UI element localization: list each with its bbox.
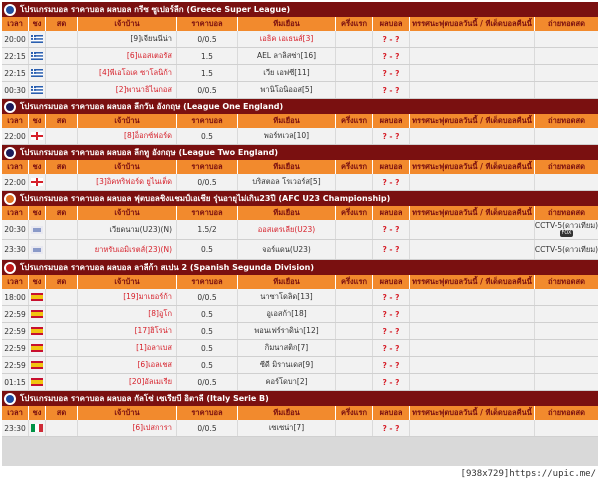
spain-flag-icon [31, 361, 43, 369]
full-time-result[interactable]: ? - ? [373, 220, 410, 239]
half-time-score [336, 31, 373, 47]
england-flag-icon [31, 178, 43, 186]
column-header-away: ทีมเยือน [238, 275, 336, 289]
league-flag-cell [29, 31, 46, 47]
away-team[interactable]: AEL ลาลิสซ่า[16] [238, 48, 336, 64]
odds-value: 0.5 [177, 240, 238, 259]
league-logo-icon [4, 393, 16, 405]
kickoff-time: 23:30 [2, 240, 29, 259]
column-header-odds: ราคาบอล [177, 406, 238, 420]
prediction-link[interactable] [410, 420, 535, 436]
column-header-time: เวลา [2, 275, 29, 289]
away-team[interactable]: เอธิค เอเธนส์[3] [238, 31, 336, 47]
match-row[interactable] [2, 48, 598, 65]
spain-flag-icon [31, 327, 43, 335]
league-flag-cell [29, 340, 46, 356]
column-header-league: ชง [29, 275, 46, 289]
league-flag-cell [29, 357, 46, 373]
live-cell[interactable] [46, 374, 78, 390]
column-header-tv: ถ่ายทอดสด [548, 277, 585, 286]
fox-sports-logo: FOX [561, 230, 572, 236]
column-header-row [2, 406, 598, 420]
column-header-half: ครึ่งแรก [336, 114, 373, 128]
spain-flag-icon [31, 378, 43, 386]
column-header-tv: ถ่ายทอดสด [548, 162, 585, 171]
away-team[interactable]: ออสเตรเลีย(U23) [238, 220, 336, 239]
column-header-live: สด [46, 406, 78, 420]
column-header-result: ผลบอล [373, 206, 410, 220]
tv-channel [535, 82, 598, 98]
tv-channel [535, 306, 598, 322]
away-team[interactable]: เวีย เอฟซี[11] [238, 65, 336, 81]
column-header-predict: ทรรศนะฟุตบอลวันนี้ / ทีเด็ดบอลคืนนี้ [410, 406, 535, 420]
column-header-result: ผลบอล [373, 406, 410, 420]
column-header-time: เวลา [2, 17, 29, 31]
league-flag-cell [29, 82, 46, 98]
kickoff-time: 22:00 [2, 128, 29, 144]
half-time-score [336, 357, 373, 373]
column-header-away: ทีมเยือน [238, 160, 336, 174]
column-header-result: ผลบอล [373, 114, 410, 128]
half-time-score [336, 220, 373, 239]
column-header-row [2, 114, 598, 128]
odds-value: 0.5 [177, 306, 238, 322]
kickoff-time: 23:30 [2, 420, 29, 436]
full-time-result[interactable]: ? - ? [373, 174, 410, 190]
column-header-time: เวลา [2, 406, 29, 420]
tv-channel [535, 65, 598, 81]
column-header-league: ชง [29, 114, 46, 128]
column-header-away: ทีมเยือน [238, 17, 336, 31]
half-time-score [336, 323, 373, 339]
tv-channel [535, 128, 598, 144]
column-header-live: สด [46, 160, 78, 174]
tv-channel [535, 48, 598, 64]
column-header-predict: ทรรศนะฟุตบอลวันนี้ / ทีเด็ดบอลคืนนี้ [410, 17, 535, 31]
away-team[interactable]: บริสตอล โรเวอร์ส[5] [238, 174, 336, 190]
league-flag-cell [29, 374, 46, 390]
kickoff-time: 20:30 [2, 220, 29, 239]
odds-value: 0.5 [177, 340, 238, 356]
column-header-row [2, 17, 598, 31]
league-title-bar [2, 2, 598, 17]
odds-value: 0.5 [177, 323, 238, 339]
live-cell[interactable] [46, 174, 78, 190]
prediction-link[interactable] [410, 306, 535, 322]
kickoff-time: 22:59 [2, 323, 29, 339]
half-time-score [336, 306, 373, 322]
kickoff-time: 22:15 [2, 65, 29, 81]
league-flag-cell [29, 220, 46, 239]
away-team[interactable]: อูเอสก้า[18] [238, 306, 336, 322]
column-header-live: สด [46, 275, 78, 289]
match-row[interactable] [2, 374, 598, 391]
column-header-away: ทีมเยือน [238, 406, 336, 420]
away-team[interactable]: พานิโอนิออส[5] [238, 82, 336, 98]
full-time-result[interactable]: ? - ? [373, 65, 410, 81]
live-cell[interactable] [46, 420, 78, 436]
kickoff-time: 22:59 [2, 357, 29, 373]
match-row[interactable] [2, 128, 598, 145]
prediction-link[interactable] [410, 323, 535, 339]
match-schedule-table [2, 2, 598, 466]
league-title[interactable]: โปรแกรมบอล ราคาบอล ผลบอล ลีกวัน อังกฤษ (League One England) [20, 102, 284, 111]
column-header-row [2, 275, 598, 289]
column-header-away: ทีมเยือน [238, 114, 336, 128]
column-header-home: เจ้าบ้าน [78, 114, 177, 128]
full-time-result[interactable]: ? - ? [373, 306, 410, 322]
home-team[interactable]: [2]พานาธิไนกอส [78, 82, 177, 98]
away-team[interactable]: นาซาโดลิด[13] [238, 289, 336, 305]
league-flag-cell [29, 420, 46, 436]
odds-value: 0.5 [177, 357, 238, 373]
tv-channel [535, 357, 598, 373]
league-badge-icon [6, 149, 14, 157]
column-header-home: เจ้าบ้าน [78, 206, 177, 220]
prediction-link[interactable] [410, 220, 535, 239]
league-badge-icon [6, 103, 14, 111]
match-row[interactable] [2, 240, 598, 260]
image-size-watermark: [938x729]https://upic.me/ [460, 469, 596, 479]
live-cell[interactable] [46, 220, 78, 239]
column-header-away: ทีมเยือน [238, 206, 336, 220]
league-title[interactable]: โปรแกรมบอล ราคาบอล ผลบอล กรีซ ซูเปอร์ลีก (Greece Super League) [20, 5, 291, 14]
away-team[interactable]: เซเซน่า[7] [238, 420, 336, 436]
league-flag-cell [29, 48, 46, 64]
prediction-link[interactable] [410, 357, 535, 373]
column-header-result: ผลบอล [373, 160, 410, 174]
afc-flag-icon [31, 246, 43, 254]
league-title-bar [2, 191, 598, 206]
full-time-result[interactable]: ? - ? [373, 31, 410, 47]
prediction-link[interactable] [410, 128, 535, 144]
league-title-bar [2, 145, 598, 160]
league-title[interactable]: โปรแกรมบอล ราคาบอล ผลบอล ฟุตบอลชิงแชมป์เอเชีย รุ่นอายุไม่เกิน23ปี (AFC U23 Championship) [20, 194, 391, 203]
tv-channel-name: CCTV-5(ดาวเทียม) [535, 245, 598, 254]
column-header-tv: ถ่ายทอดสด [548, 116, 585, 125]
home-team[interactable]: [3]อิคทริฟอร์ด ยูไนเต็ด [78, 174, 177, 190]
league-logo-icon [4, 147, 16, 159]
column-header-time: เวลา [2, 206, 29, 220]
full-time-result[interactable]: ? - ? [373, 340, 410, 356]
home-team[interactable]: [8]อูโก [78, 306, 177, 322]
live-cell[interactable] [46, 128, 78, 144]
league-title-bar [2, 99, 598, 114]
full-time-result[interactable]: ? - ? [373, 128, 410, 144]
column-header-odds: ราคาบอล [177, 17, 238, 31]
live-cell[interactable] [46, 240, 78, 259]
kickoff-time: 01:15 [2, 374, 29, 390]
column-header-predict: ทรรศนะฟุตบอลวันนี้ / ทีเด็ดบอลคืนนี้ [410, 275, 535, 289]
league-logo-icon [4, 193, 16, 205]
live-cell[interactable] [46, 357, 78, 373]
odds-value: 0/0.5 [177, 82, 238, 98]
column-header-half: ครึ่งแรก [336, 17, 373, 31]
match-row[interactable] [2, 340, 598, 357]
league-flag-cell [29, 240, 46, 259]
tv-channel-name: CCTV-5(ดาวเทียม) [535, 221, 598, 230]
tv-channel [535, 31, 598, 47]
column-header-result: ผลบอล [373, 275, 410, 289]
column-header-odds: ราคาบอล [177, 275, 238, 289]
odds-value: 1.5 [177, 48, 238, 64]
league-flag-cell [29, 65, 46, 81]
prediction-link[interactable] [410, 240, 535, 259]
prediction-link[interactable] [410, 174, 535, 190]
full-time-result[interactable]: ? - ? [373, 323, 410, 339]
greece-flag-icon [31, 52, 43, 60]
home-team[interactable]: [6]เปสการา [78, 420, 177, 436]
column-header-league: ชง [29, 160, 46, 174]
half-time-score [336, 48, 373, 64]
full-time-result[interactable]: ? - ? [373, 420, 410, 436]
column-header-home: เจ้าบ้าน [78, 275, 177, 289]
column-header-result: ผลบอล [373, 17, 410, 31]
league-logo-icon [4, 101, 16, 113]
prediction-link[interactable] [410, 374, 535, 390]
column-header-predict: ทรรศนะฟุตบอลวันนี้ / ทีเด็ดบอลคืนนี้ [410, 160, 535, 174]
league-badge-icon [6, 264, 14, 272]
full-time-result[interactable]: ? - ? [373, 357, 410, 373]
prediction-link[interactable] [410, 48, 535, 64]
league-title[interactable]: โปรแกรมบอล ราคาบอล ผลบอล ลีกทู อังกฤษ (League Two England) [20, 148, 279, 157]
spain-flag-icon [31, 344, 43, 352]
league-logo-icon [4, 4, 16, 16]
league-badge-icon [6, 395, 14, 403]
match-row[interactable] [2, 420, 598, 437]
away-team[interactable]: จอร์แดน(U23) [238, 240, 336, 259]
greece-flag-icon [31, 35, 43, 43]
column-header-league: ชง [29, 17, 46, 31]
league-title-bar [2, 260, 598, 275]
odds-value: 0/0.5 [177, 374, 238, 390]
league-logo-icon [4, 262, 16, 274]
greece-flag-icon [31, 69, 43, 77]
away-team[interactable]: พอนเฟร์ราดิน่า[12] [238, 323, 336, 339]
column-header-home: เจ้าบ้าน [78, 406, 177, 420]
home-team[interactable]: [6]แอสเตอรัส [78, 48, 177, 64]
column-header-live: สด [46, 17, 78, 31]
half-time-score [336, 128, 373, 144]
kickoff-time: 22:59 [2, 340, 29, 356]
column-header-tv: ถ่ายทอดสด [548, 19, 585, 28]
home-team[interactable]: [1]อลาเบส [78, 340, 177, 356]
kickoff-time: 22:00 [2, 174, 29, 190]
live-cell[interactable] [46, 48, 78, 64]
match-row[interactable] [2, 65, 598, 82]
column-header-time: เวลา [2, 114, 29, 128]
kickoff-time: 22:15 [2, 48, 29, 64]
match-row[interactable] [2, 220, 598, 240]
half-time-score [336, 240, 373, 259]
live-cell[interactable] [46, 306, 78, 322]
kickoff-time: 00:30 [2, 82, 29, 98]
match-row[interactable] [2, 306, 598, 323]
league-flag-cell [29, 323, 46, 339]
column-header-half: ครึ่งแรก [336, 160, 373, 174]
home-team[interactable]: [6]เอลเชส [78, 357, 177, 373]
live-cell[interactable] [46, 340, 78, 356]
away-team[interactable]: กิมนาสติก[7] [238, 340, 336, 356]
column-header-half: ครึ่งแรก [336, 275, 373, 289]
column-header-half: ครึ่งแรก [336, 406, 373, 420]
home-team[interactable]: ยาหรับเอมิเรตส์(23)(N) [78, 240, 177, 259]
kickoff-time: 20:00 [2, 31, 29, 47]
afc-flag-icon [31, 226, 43, 234]
column-header-odds: ราคาบอล [177, 206, 238, 220]
league-flag-cell [29, 289, 46, 305]
live-cell[interactable] [46, 82, 78, 98]
prediction-link[interactable] [410, 65, 535, 81]
tv-channel [535, 323, 598, 339]
league-badge-icon [6, 6, 14, 14]
home-team[interactable]: [8]อ็อกซ์ฟอร์ด [78, 128, 177, 144]
full-time-result[interactable]: ? - ? [373, 48, 410, 64]
tv-channel [535, 174, 598, 190]
column-header-league: ชง [29, 206, 46, 220]
odds-value: 1.5/2 [177, 220, 238, 239]
column-header-live: สด [46, 206, 78, 220]
column-header-predict: ทรรศนะฟุตบอลวันนี้ / ทีเด็ดบอลคืนนี้ [410, 206, 535, 220]
live-cell[interactable] [46, 323, 78, 339]
away-team[interactable]: ซีดี มิรานเดส[9] [238, 357, 336, 373]
tv-channel [535, 420, 598, 436]
column-header-home: เจ้าบ้าน [78, 17, 177, 31]
league-flag-cell [29, 128, 46, 144]
match-row[interactable] [2, 174, 598, 191]
half-time-score [336, 65, 373, 81]
away-team[interactable]: พอร์ทเวล[10] [238, 128, 336, 144]
england-flag-icon [31, 132, 43, 140]
home-team[interactable]: [4]พีเอโอเค ซาโลนิก้า [78, 65, 177, 81]
league-flag-cell [29, 306, 46, 322]
prediction-link[interactable] [410, 340, 535, 356]
full-time-result[interactable]: ? - ? [373, 240, 410, 259]
half-time-score [336, 174, 373, 190]
odds-value: 0/0.5 [177, 289, 238, 305]
away-team[interactable]: คอร์โดบา[2] [238, 374, 336, 390]
column-header-home: เจ้าบ้าน [78, 160, 177, 174]
prediction-link[interactable] [410, 31, 535, 47]
prediction-link[interactable] [410, 289, 535, 305]
match-row[interactable] [2, 289, 598, 306]
prediction-link[interactable] [410, 82, 535, 98]
home-team[interactable]: [20]อัลเมเรีย [78, 374, 177, 390]
live-cell[interactable] [46, 289, 78, 305]
column-header-live: สด [46, 114, 78, 128]
column-header-odds: ราคาบอล [177, 160, 238, 174]
live-cell[interactable] [46, 31, 78, 47]
tv-channel [535, 374, 598, 390]
full-time-result[interactable]: ? - ? [373, 374, 410, 390]
tv-channel [535, 220, 598, 239]
column-header-league: ชง [29, 406, 46, 420]
column-header-tv: ถ่ายทอดสด [548, 208, 585, 217]
spain-flag-icon [31, 310, 43, 318]
home-team[interactable]: [17]ฮิโรน่า [78, 323, 177, 339]
column-header-row [2, 160, 598, 174]
greece-flag-icon [31, 86, 43, 94]
kickoff-time: 22:59 [2, 306, 29, 322]
half-time-score [336, 289, 373, 305]
half-time-score [336, 82, 373, 98]
odds-value: 0/0.5 [177, 420, 238, 436]
match-row[interactable] [2, 82, 598, 99]
spain-flag-icon [31, 293, 43, 301]
column-header-predict: ทรรศนะฟุตบอลวันนี้ / ทีเด็ดบอลคืนนี้ [410, 114, 535, 128]
half-time-score [336, 374, 373, 390]
odds-value: 0.5 [177, 128, 238, 144]
odds-value: 0/0.5 [177, 31, 238, 47]
home-team[interactable]: เวียดนาม(U23)(N) [78, 220, 177, 239]
column-header-half: ครึ่งแรก [336, 206, 373, 220]
home-team[interactable]: [19]มาเยอร์ก้า [78, 289, 177, 305]
league-title[interactable]: โปรแกรมบอล ราคาบอล ผลบอล ลาลีก้า สเปน 2 (Spanish Segunda Division) [20, 263, 315, 272]
column-header-tv: ถ่ายทอดสด [548, 408, 585, 417]
home-team[interactable]: [9]เจียนนีน่า [78, 31, 177, 47]
column-header-odds: ราคาบอล [177, 114, 238, 128]
half-time-score [336, 340, 373, 356]
full-time-result[interactable]: ? - ? [373, 82, 410, 98]
tv-channel [535, 240, 598, 259]
match-row[interactable] [2, 31, 598, 48]
column-header-time: เวลา [2, 160, 29, 174]
kickoff-time: 18:00 [2, 289, 29, 305]
odds-value: 1.5 [177, 65, 238, 81]
league-badge-icon [6, 195, 14, 203]
tv-channel [535, 340, 598, 356]
tv-channel [535, 289, 598, 305]
live-cell[interactable] [46, 65, 78, 81]
odds-value: 0/0.5 [177, 174, 238, 190]
half-time-score [336, 420, 373, 436]
full-time-result[interactable]: ? - ? [373, 289, 410, 305]
league-title-bar [2, 391, 598, 406]
match-row[interactable] [2, 357, 598, 374]
italy-flag-icon [31, 424, 43, 432]
column-header-row [2, 206, 598, 220]
match-row[interactable] [2, 323, 598, 340]
league-flag-cell [29, 174, 46, 190]
league-title[interactable]: โปรแกรมบอล ราคาบอล ผลบอล กัลโซ่ เซเรียบี อิตาลี (Italy Serie B) [20, 394, 269, 403]
